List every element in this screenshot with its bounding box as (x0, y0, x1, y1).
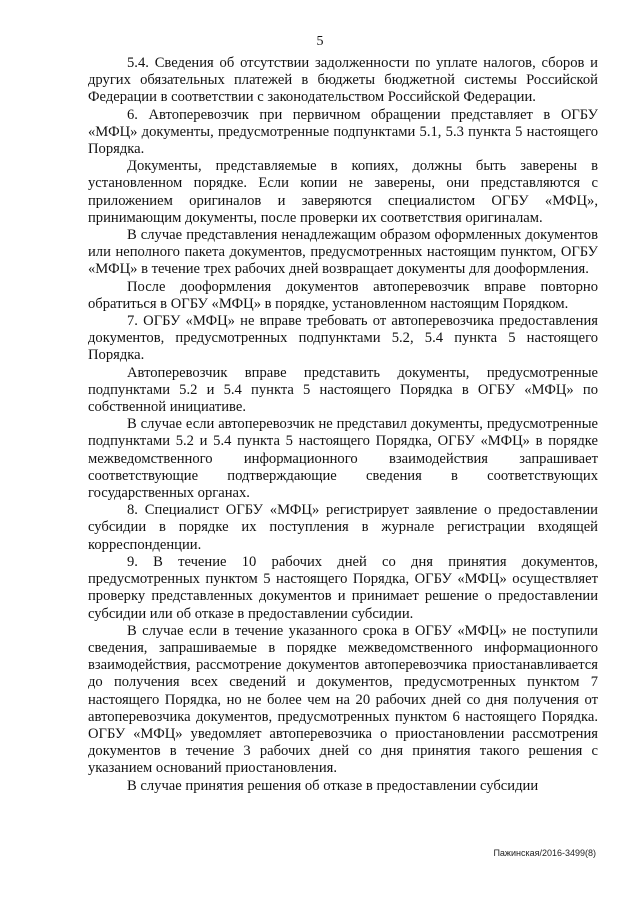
footer-document-code: Пажинская/2016-3499(8) (493, 848, 596, 858)
paragraph-improper-documents: В случае представления ненадлежащим образом оформленных документов или неполного пакета документов, предусмотренных настоящим пунктом, ОГБУ «МФЦ» в течение трех рабочих дней возвращает документы для дооформления. (88, 227, 598, 278)
paragraph-suspension: В случае если в течение указанного срока в ОГБУ «МФЦ» не поступили сведения, запрашиваемые в порядке межведомственного информационного взаимодействия, рассмотрение документов автоперевозчика приостанавливается до получения всех сведений и документов, предусмотренных пунктом 7 настоящего Порядка, но не более чем на 20 рабочих дней со дня получения от автоперевозчика документов, предусмотренных пунктом 6 настоящего Порядка. ОГБУ «МФЦ» уведомляет автоперевозчика о приостановлении рассмотрения документов в течение 3 рабочих дней со дня принятия такого решения с указанием оснований приостановления. (88, 622, 598, 777)
paragraph-own-initiative: Автоперевозчик вправе представить документы, предусмотренные подпунктами 5.2 и 5.4 пункта 5 настоящего Порядка в ОГБУ «МФЦ» по собственной инициативе. (88, 364, 598, 416)
paragraph-resubmission: После дооформления документов автоперевозчик вправе повторно обратиться в ОГБУ «МФЦ» в порядке, установленном настоящим Порядком. (88, 278, 598, 312)
paragraph-8: 8. Специалист ОГБУ «МФЦ» регистрирует заявление о предоставлении субсидии в порядке их поступления в журнале регистрации входящей корреспонденции. (88, 502, 598, 553)
paragraph-interagency-request: В случае если автоперевозчик не представил документы, предусмотренные подпунктами 5.2 и 5.4 пункта 5 настоящего Порядка, ОГБУ «МФЦ» в порядке межведомственного информационного взаимодействия запрашивает соответствующие подтверждающие сведения в соответствующих государственных органах. (88, 416, 598, 502)
page-number: 5 (316, 34, 324, 49)
paragraph-copies: Документы, представляемые в копиях, должны быть заверены в установленном порядке. Если копии не заверены, они представляются с приложением оригиналов и заверяются специалистом ОГБУ «МФЦ», принимающим документы, после проверки их соответствия оригиналам. (88, 158, 598, 226)
paragraph-5-4: 5.4. Сведения об отсутствии задолженности по уплате налогов, сборов и других обязательных платежей в бюджеты бюджетной системы Российской Федерации в соответствии с законодательством Российской Федерации. (88, 55, 598, 106)
paragraph-7: 7. ОГБУ «МФЦ» не вправе требовать от автоперевозчика предоставления документов, предусмотренных подпунктами 5.2, 5.4 пункта 5 настоящего Порядка. (88, 313, 598, 364)
paragraph-9: 9. В течение 10 рабочих дней со дня принятия документов, предусмотренных пунктом 5 настоящего Порядка, ОГБУ «МФЦ» осуществляет проверку представленных документов и принимает решение о предоставлении субсидии или об отказе в предоставлении субсидии. (88, 553, 598, 622)
paragraph-6: 6. Автоперевозчик при первичном обращении представляет в ОГБУ «МФЦ» документы, предусмотренные подпунктами 5.1, 5.3 пункта 5 настоящего Порядка. (88, 106, 598, 158)
document-body (88, 55, 598, 795)
paragraph-refusal: В случае принятия решения об отказе в предоставлении субсидии (127, 777, 539, 794)
